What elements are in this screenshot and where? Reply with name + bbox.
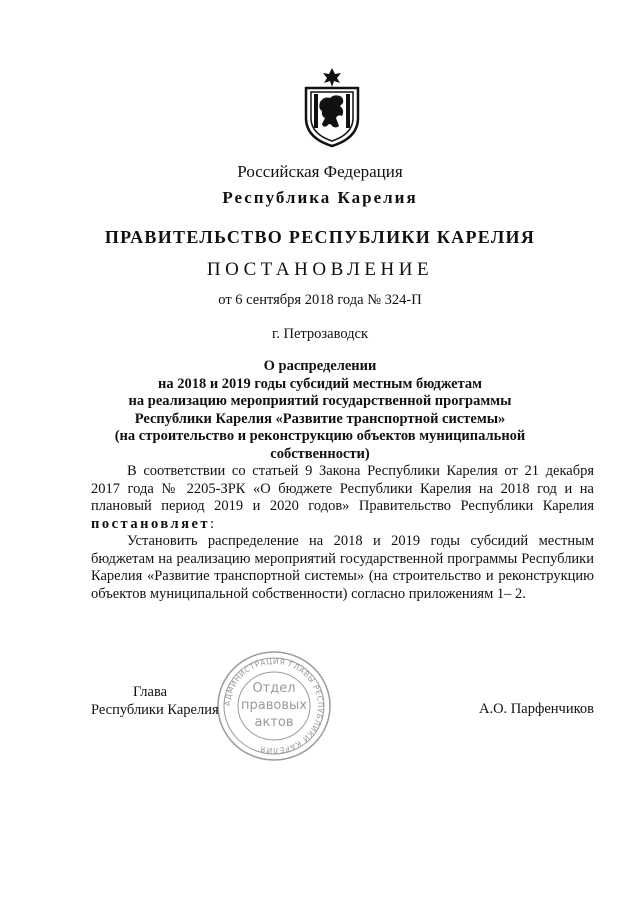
decree-title <box>100 358 540 463</box>
document-type: ПОСТАНОВЛЕНИЕ <box>206 259 434 280</box>
decree-body <box>91 463 594 603</box>
preamble-text: В соответствии со статьей 9 Закона Республики Карелия от 21 декабря 2017 года № 2205-ЗРК «О бюджете Республики Карелия на 2018 год и на плановый период 2019 и 2020 годов» Правительство Республики Карелия <box>91 463 594 514</box>
stamp-line: актов <box>254 715 294 730</box>
preamble-colon: : <box>210 515 215 532</box>
date-number-line: от 6 сентября 2018 года № 324-П <box>218 292 422 308</box>
title-line: собственности) <box>270 445 370 462</box>
coat-of-arms-emblem <box>296 66 368 148</box>
resolves-word: постановляет <box>91 515 211 532</box>
preamble-paragraph <box>91 463 594 533</box>
title-line: Республики Карелия «Развитие транспортной системы» <box>134 410 506 427</box>
stamp-line: Отдел <box>252 681 296 696</box>
government-title: ПРАВИТЕЛЬСТВО РЕСПУБЛИКИ КАРЕЛИЯ <box>104 227 536 247</box>
operative-paragraph: Установить распределение на 2018 и 2019 годы субсидий местным бюджетам на реализацию мероприятий государственной программы Республики Карелия «Развитие транспортной системы» (на строительство и реконструкцию объектов муниципальной собственности) согласно приложениям 1– 2. <box>91 533 594 602</box>
title-line: О распределении <box>263 358 377 374</box>
stamp-ring-text: АДМИНИСТРАЦИЯ ГЛАВЫ РЕСПУБЛИКИ КАРЕЛИЯ <box>222 656 326 756</box>
signatory-title-line2: Республики Карелия <box>91 701 219 718</box>
signatory-title-line1: Глава <box>133 684 168 700</box>
republic-name: Республика Карелия <box>222 188 418 207</box>
title-line: на реализацию мероприятий государственной программы <box>128 393 512 409</box>
official-stamp <box>212 648 336 764</box>
title-line: (на строительство и реконструкцию объектов муниципальной <box>114 428 526 444</box>
country-name: Российская Федерация <box>237 162 403 181</box>
stamp-line: правовых <box>241 698 307 713</box>
signatory-title <box>91 684 219 719</box>
city-name: г. Петрозаводск <box>271 326 369 342</box>
signatory-name: А.О. Парфенчиков <box>478 701 594 717</box>
title-line: на 2018 и 2019 годы субсидий местным бюджетам <box>157 375 483 392</box>
